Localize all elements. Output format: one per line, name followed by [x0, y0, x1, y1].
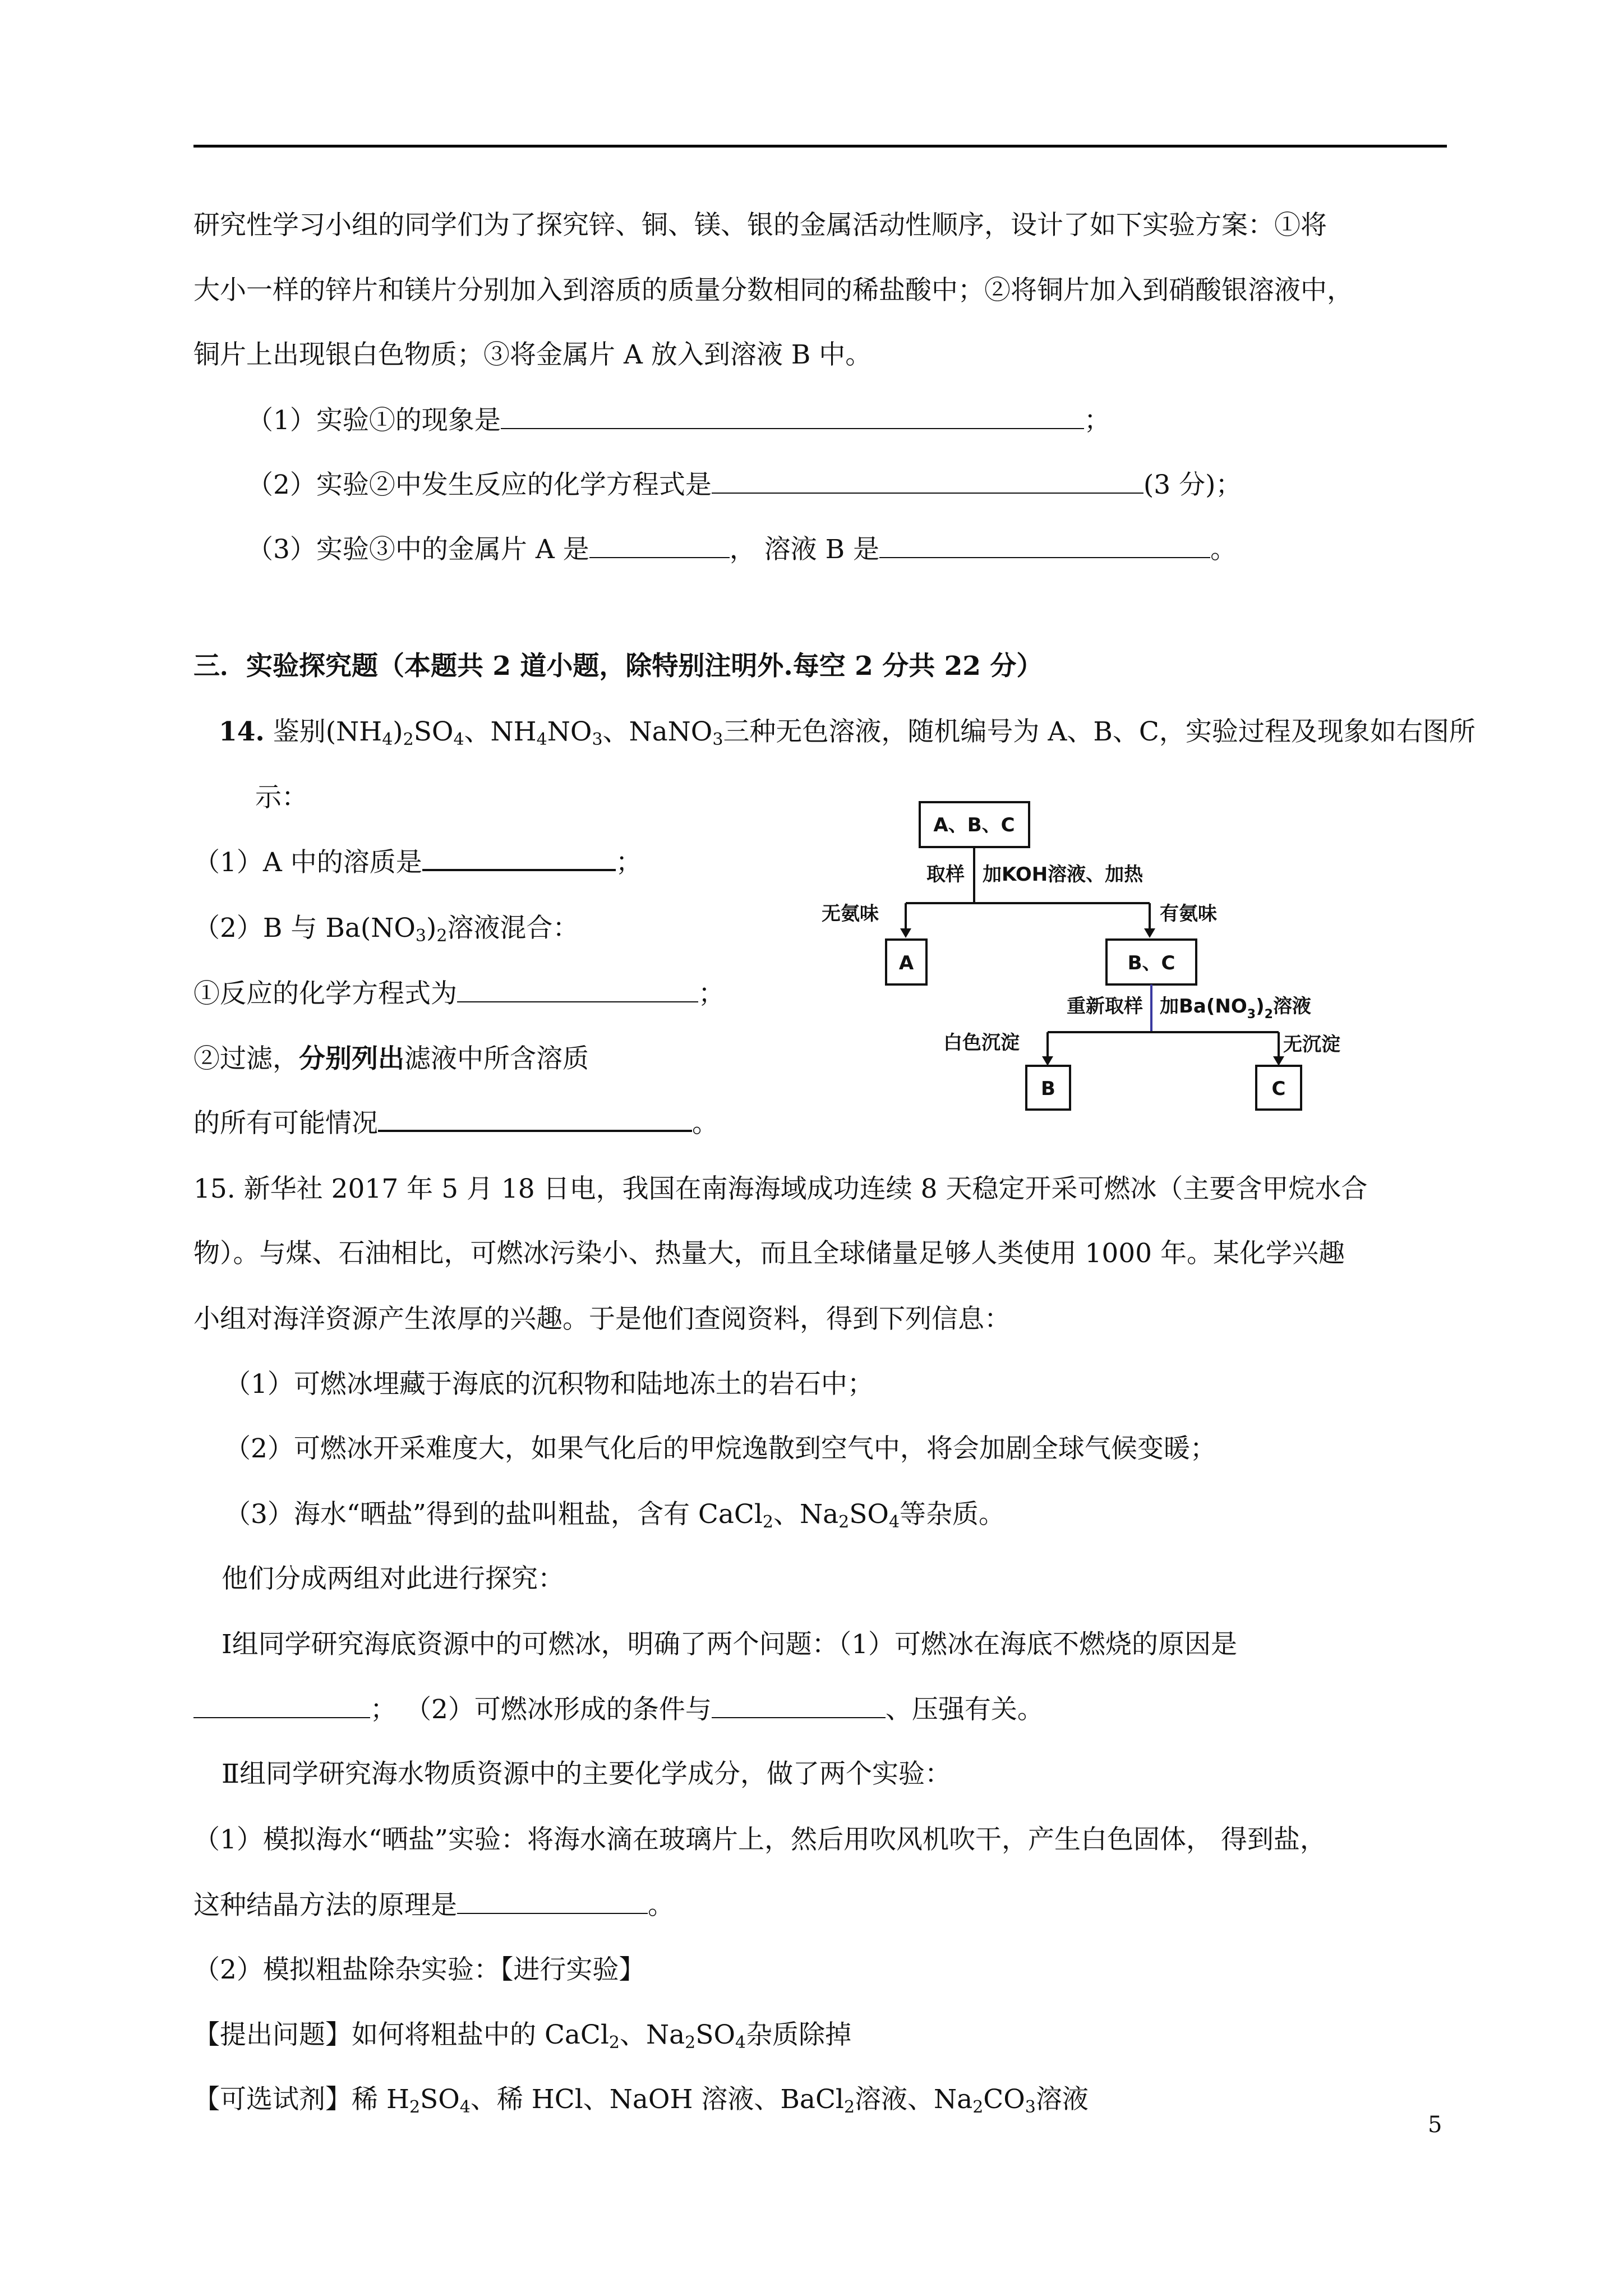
q13-part-2 [247, 468, 1242, 502]
q14-emphasis: 分别列出 [299, 1043, 404, 1074]
q14-part-2-ii: ②过滤，分别列出滤液中所含溶质 [193, 1043, 589, 1074]
q15-line-1: 15. 新华社 2017 年 5 月 18 日电，我国在南海海域成功连续 8 天稳定开采可燃冰（主要含甲烷水合 [193, 1174, 1368, 1204]
q15-exp-2: （2）模拟粗盐除杂实验：【进行实验】 [193, 1954, 645, 1985]
q14-number: 14. [219, 716, 265, 747]
diagram-no-precipitate: 无沉淀 [1283, 1033, 1340, 1056]
q14-p2-ii-answer-blank[interactable] [378, 1107, 692, 1132]
q15-question: 【提出问题】如何将粗盐中的 CaCl$_2$、$Na_2SO_4$杂质除掉 [193, 2019, 852, 2053]
q13-part-1 [247, 404, 1110, 438]
q13-p1-end: ； [1083, 405, 1110, 436]
diagram-no-smell: 无氨味 [822, 903, 879, 925]
diagram-step1-left: 取样 [926, 863, 965, 886]
q13-p1-answer-blank[interactable] [501, 406, 1084, 429]
diagram-white-precipitate: 白色沉淀 [943, 1032, 1020, 1054]
diagram-box-b-label: B [1041, 1078, 1055, 1100]
q14-part-2: （2）B 与 $Ba(NO_3)_2$溶液混合： [193, 913, 579, 946]
q15-exp1-answer-blank[interactable] [457, 1890, 648, 1914]
intro-line-2: 大小一样的锌片和镁片分别加入到溶质的质量分数相同的稀盐酸中；②将铜片加入到硝酸银溶液中， [193, 275, 1353, 306]
diagram-step1-right: 加KOH溶液、加热 [983, 863, 1144, 886]
q14-stem: 14. 鉴别$(NH_4)_2SO_4$、$NH_4NO_3$、NaNO$_3$三种无色溶液，随机编号为 A、B、C，实验过程及现象如右图所 [219, 716, 1476, 749]
q13-p3-label: （3）实验③中的金属片 A 是 [247, 534, 589, 565]
q13-p3-mid: ， 溶液 B 是 [729, 534, 880, 565]
diagram-step2-right: 加$Ba(NO_3)_2$溶液 [1160, 995, 1311, 1022]
q15-g1-answer-2-blank[interactable] [712, 1695, 886, 1718]
q15-line-2: 物）。与煤、石油相比，可燃冰污染小、热量大，而且全球储量足够人类使用 1000 年。某化学兴趣 [193, 1238, 1345, 1269]
intro-line-3: 铜片上出现银白色物质；③将金属片 A 放入到溶液 B 中。 [193, 339, 872, 370]
q14-p2-i-answer-blank[interactable] [457, 979, 698, 1002]
q15-group-1-line-2: ； （2）可燃冰形成的条件与 、压强有关。 [193, 1693, 1044, 1727]
diagram-box-abc-label: A、B、C [933, 814, 1015, 836]
q15-group-1-line-1: Ⅰ组同学研究海底资源中的可燃冰，明确了两个问题：（1）可燃冰在海底不燃烧的原因是 [222, 1629, 1237, 1660]
q14-p1-answer-blank[interactable] [422, 846, 616, 871]
q15-g1-answer-1-blank[interactable] [193, 1695, 370, 1718]
diagram-has-smell: 有氨味 [1160, 903, 1217, 925]
header-rule [193, 145, 1447, 148]
section-3-title: 三．实验探究题（本题共 2 道小题，除特别注明外.每空 2 分共 22 分） [193, 651, 1043, 682]
q14-part-1: （1）A 中的溶质是 ； [193, 847, 642, 878]
q14-part-2-ii-cont: 的所有可能情况 。 [193, 1108, 718, 1139]
q15-exp-1-line-1: （1）模拟海水“晒盐”实验：将海水滴在玻璃片上，然后用吹风机吹干，产生白色固体， 得到盐， [193, 1824, 1326, 1855]
q13-p2-label: （2）实验②中发生反应的化学方程式是 [247, 470, 712, 500]
page-number: 5 [1428, 2112, 1442, 2138]
q13-p2-end: (3 分)； [1143, 470, 1242, 500]
q13-p3-answer-b-blank[interactable] [879, 535, 1210, 558]
diagram-box-c-label: C [1271, 1078, 1286, 1100]
q15-reagents: 【可选试剂】稀 $H_2SO_4$、稀 HCl、NaOH 溶液、BaCl$_2$溶液、$Na_2CO_3$溶液 [193, 2084, 1089, 2117]
q14-stem-cont: 示： [255, 782, 308, 813]
intro-line-1: 研究性学习小组的同学们为了探究锌、铜、镁、银的金属活动性顺序，设计了如下实验方案：①将 [193, 210, 1327, 241]
q15-group-2-line-1: Ⅱ组同学研究海水物质资源中的主要化学成分，做了两个实验： [222, 1759, 951, 1789]
q15-info-2: （2）可燃冰开采难度大，如果气化后的甲烷逸散到空气中，将会加剧全球气候变暖； [224, 1433, 1216, 1464]
diagram-box-bc-label: B、C [1127, 952, 1175, 974]
identification-flow-diagram [813, 791, 1346, 1116]
q13-p3-answer-a-blank[interactable] [589, 535, 730, 558]
diagram-box-a-label: A [898, 952, 914, 974]
q15-exp-1-line-2: 这种结晶方法的原理是 。 [193, 1890, 674, 1921]
q15-line-3: 小组对海洋资源产生浓厚的兴趣。于是他们查阅资料，得到下列信息： [193, 1304, 1011, 1335]
q14-part-2-i: ①反应的化学方程式为 ； [193, 978, 725, 1009]
q13-p1-label: （1）实验①的现象是 [247, 405, 501, 436]
diagram-step2-left: 重新取样 [1067, 995, 1143, 1018]
q15-info-3: （3）海水“晒盐”得到的盐叫粗盐，含有 CaCl$_2$、$Na_2SO_4$等杂质。 [224, 1499, 1006, 1532]
q15-info-1: （1）可燃冰埋藏于海底的沉积物和陆地冻土的岩石中； [224, 1369, 874, 1400]
q13-p2-answer-blank[interactable] [712, 470, 1144, 494]
q13-part-3 [247, 533, 1237, 567]
q13-p3-end: 。 [1210, 534, 1237, 565]
q15-groups: 他们分成两组对此进行探究： [222, 1563, 564, 1594]
